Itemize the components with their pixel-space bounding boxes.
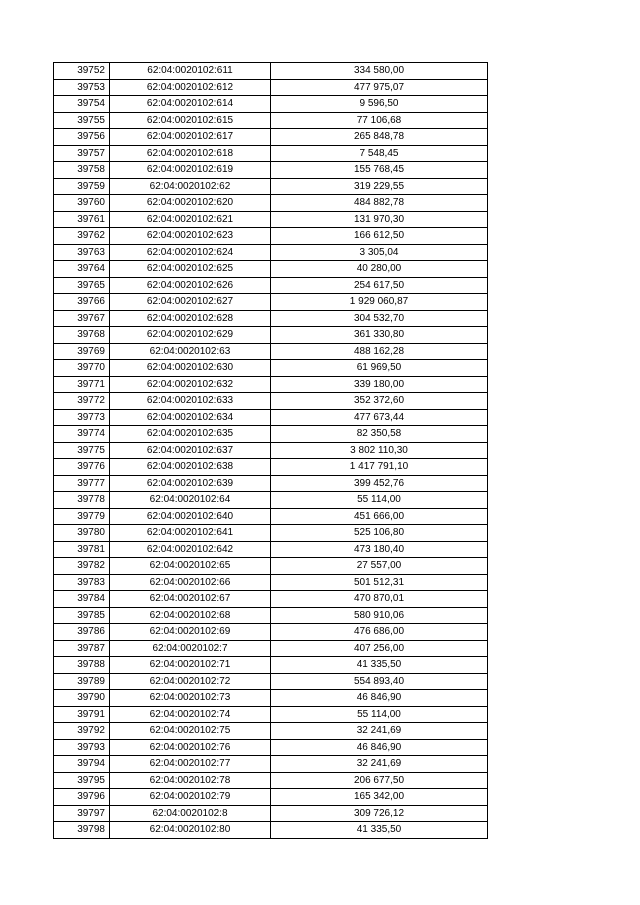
row-number-cell: 39760 — [54, 195, 110, 212]
table-row — [54, 145, 488, 162]
cadastral-value-cell: 9 596,50 — [271, 96, 488, 113]
cadastral-value-cell: 46 846,90 — [271, 690, 488, 707]
cadastral-value-cell: 82 350,58 — [271, 426, 488, 443]
row-number-cell: 39787 — [54, 640, 110, 657]
cadastral-value-cell: 484 882,78 — [271, 195, 488, 212]
row-number-cell: 39785 — [54, 607, 110, 624]
table-row — [54, 79, 488, 96]
row-number-cell: 39752 — [54, 63, 110, 80]
cadastral-number-cell: 62:04:0020102:637 — [110, 442, 271, 459]
table-row — [54, 112, 488, 129]
cadastral-value-cell: 451 666,00 — [271, 508, 488, 525]
cadastral-value-cell: 46 846,90 — [271, 739, 488, 756]
row-number-cell: 39758 — [54, 162, 110, 179]
cadastral-value-cell: 477 975,07 — [271, 79, 488, 96]
table-row — [54, 657, 488, 674]
table-row — [54, 442, 488, 459]
table-row — [54, 228, 488, 245]
cadastral-number-cell: 62:04:0020102:632 — [110, 376, 271, 393]
cadastral-value-cell: 1 929 060,87 — [271, 294, 488, 311]
table-row — [54, 558, 488, 575]
table-row — [54, 459, 488, 476]
cadastral-number-cell: 62:04:0020102:624 — [110, 244, 271, 261]
cadastral-value-cell: 339 180,00 — [271, 376, 488, 393]
row-number-cell: 39796 — [54, 789, 110, 806]
cadastral-number-cell: 62:04:0020102:623 — [110, 228, 271, 245]
table-row — [54, 178, 488, 195]
table-row — [54, 822, 488, 839]
row-number-cell: 39756 — [54, 129, 110, 146]
row-number-cell: 39761 — [54, 211, 110, 228]
cadastral-value-cell: 501 512,31 — [271, 574, 488, 591]
row-number-cell: 39786 — [54, 624, 110, 641]
cadastral-number-cell: 62:04:0020102:621 — [110, 211, 271, 228]
cadastral-number-cell: 62:04:0020102:615 — [110, 112, 271, 129]
cadastral-number-cell: 62:04:0020102:629 — [110, 327, 271, 344]
cadastral-number-cell: 62:04:0020102:635 — [110, 426, 271, 443]
row-number-cell: 39767 — [54, 310, 110, 327]
cadastral-value-table — [53, 62, 488, 839]
cadastral-number-cell: 62:04:0020102:612 — [110, 79, 271, 96]
cadastral-number-cell: 62:04:0020102:630 — [110, 360, 271, 377]
cadastral-value-cell: 554 893,40 — [271, 673, 488, 690]
cadastral-value-cell: 55 114,00 — [271, 706, 488, 723]
row-number-cell: 39774 — [54, 426, 110, 443]
cadastral-number-cell: 62:04:0020102:614 — [110, 96, 271, 113]
table-row — [54, 195, 488, 212]
table-row — [54, 129, 488, 146]
cadastral-number-cell: 62:04:0020102:63 — [110, 343, 271, 360]
cadastral-number-cell: 62:04:0020102:620 — [110, 195, 271, 212]
cadastral-number-cell: 62:04:0020102:64 — [110, 492, 271, 509]
cadastral-value-cell: 580 910,06 — [271, 607, 488, 624]
cadastral-number-cell: 62:04:0020102:73 — [110, 690, 271, 707]
table-row — [54, 63, 488, 80]
cadastral-number-cell: 62:04:0020102:7 — [110, 640, 271, 657]
row-number-cell: 39765 — [54, 277, 110, 294]
table-row — [54, 393, 488, 410]
cadastral-value-cell: 488 162,28 — [271, 343, 488, 360]
row-number-cell: 39798 — [54, 822, 110, 839]
table-row — [54, 360, 488, 377]
cadastral-number-cell: 62:04:0020102:633 — [110, 393, 271, 410]
cadastral-number-cell: 62:04:0020102:627 — [110, 294, 271, 311]
cadastral-value-cell: 525 106,80 — [271, 525, 488, 542]
cadastral-value-cell: 265 848,78 — [271, 129, 488, 146]
cadastral-value-cell: 407 256,00 — [271, 640, 488, 657]
table-row — [54, 525, 488, 542]
row-number-cell: 39754 — [54, 96, 110, 113]
row-number-cell: 39768 — [54, 327, 110, 344]
cadastral-number-cell: 62:04:0020102:74 — [110, 706, 271, 723]
cadastral-number-cell: 62:04:0020102:619 — [110, 162, 271, 179]
table-row — [54, 541, 488, 558]
cadastral-number-cell: 62:04:0020102:72 — [110, 673, 271, 690]
row-number-cell: 39763 — [54, 244, 110, 261]
table-row — [54, 690, 488, 707]
table-row — [54, 409, 488, 426]
cadastral-number-cell: 62:04:0020102:62 — [110, 178, 271, 195]
cadastral-value-cell: 1 417 791,10 — [271, 459, 488, 476]
table-row — [54, 211, 488, 228]
cadastral-value-cell: 41 335,50 — [271, 657, 488, 674]
table-row — [54, 96, 488, 113]
row-number-cell: 39791 — [54, 706, 110, 723]
table-row — [54, 475, 488, 492]
row-number-cell: 39780 — [54, 525, 110, 542]
cadastral-number-cell: 62:04:0020102:65 — [110, 558, 271, 575]
row-number-cell: 39769 — [54, 343, 110, 360]
cadastral-value-cell: 7 548,45 — [271, 145, 488, 162]
cadastral-value-cell: 476 686,00 — [271, 624, 488, 641]
cadastral-number-cell: 62:04:0020102:8 — [110, 805, 271, 822]
table-row — [54, 706, 488, 723]
row-number-cell: 39771 — [54, 376, 110, 393]
cadastral-number-cell: 62:04:0020102:76 — [110, 739, 271, 756]
row-number-cell: 39779 — [54, 508, 110, 525]
row-number-cell: 39792 — [54, 723, 110, 740]
cadastral-number-cell: 62:04:0020102:638 — [110, 459, 271, 476]
table-row — [54, 574, 488, 591]
row-number-cell: 39797 — [54, 805, 110, 822]
table-row — [54, 772, 488, 789]
table-row — [54, 277, 488, 294]
cadastral-value-cell: 470 870,01 — [271, 591, 488, 608]
cadastral-value-cell: 165 342,00 — [271, 789, 488, 806]
row-number-cell: 39794 — [54, 756, 110, 773]
table-row — [54, 261, 488, 278]
row-number-cell: 39770 — [54, 360, 110, 377]
cadastral-number-cell: 62:04:0020102:618 — [110, 145, 271, 162]
cadastral-number-cell: 62:04:0020102:69 — [110, 624, 271, 641]
cadastral-number-cell: 62:04:0020102:617 — [110, 129, 271, 146]
cadastral-value-cell: 155 768,45 — [271, 162, 488, 179]
cadastral-value-cell: 3 802 110,30 — [271, 442, 488, 459]
cadastral-value-cell: 352 372,60 — [271, 393, 488, 410]
cadastral-value-cell: 254 617,50 — [271, 277, 488, 294]
table-row — [54, 805, 488, 822]
cadastral-value-cell: 77 106,68 — [271, 112, 488, 129]
table-row — [54, 739, 488, 756]
cadastral-value-cell: 477 673,44 — [271, 409, 488, 426]
table-row — [54, 673, 488, 690]
cadastral-value-cell: 206 677,50 — [271, 772, 488, 789]
cadastral-value-cell: 131 970,30 — [271, 211, 488, 228]
row-number-cell: 39790 — [54, 690, 110, 707]
table-row — [54, 294, 488, 311]
row-number-cell: 39783 — [54, 574, 110, 591]
cadastral-value-cell: 61 969,50 — [271, 360, 488, 377]
cadastral-number-cell: 62:04:0020102:67 — [110, 591, 271, 608]
cadastral-value-cell: 40 280,00 — [271, 261, 488, 278]
row-number-cell: 39793 — [54, 739, 110, 756]
row-number-cell: 39778 — [54, 492, 110, 509]
row-number-cell: 39773 — [54, 409, 110, 426]
row-number-cell: 39776 — [54, 459, 110, 476]
row-number-cell: 39762 — [54, 228, 110, 245]
row-number-cell: 39795 — [54, 772, 110, 789]
row-number-cell: 39766 — [54, 294, 110, 311]
cadastral-number-cell: 62:04:0020102:77 — [110, 756, 271, 773]
cadastral-value-cell: 399 452,76 — [271, 475, 488, 492]
cadastral-number-cell: 62:04:0020102:634 — [110, 409, 271, 426]
table-row — [54, 624, 488, 641]
row-number-cell: 39764 — [54, 261, 110, 278]
cadastral-number-cell: 62:04:0020102:66 — [110, 574, 271, 591]
row-number-cell: 39782 — [54, 558, 110, 575]
cadastral-number-cell: 62:04:0020102:628 — [110, 310, 271, 327]
row-number-cell: 39753 — [54, 79, 110, 96]
row-number-cell: 39775 — [54, 442, 110, 459]
cadastral-number-cell: 62:04:0020102:75 — [110, 723, 271, 740]
table-row — [54, 244, 488, 261]
cadastral-number-cell: 62:04:0020102:80 — [110, 822, 271, 839]
cadastral-value-cell: 319 229,55 — [271, 178, 488, 195]
cadastral-number-cell: 62:04:0020102:625 — [110, 261, 271, 278]
cadastral-value-cell: 32 241,69 — [271, 723, 488, 740]
row-number-cell: 39755 — [54, 112, 110, 129]
table-row — [54, 591, 488, 608]
table-row — [54, 492, 488, 509]
table-row — [54, 327, 488, 344]
row-number-cell: 39777 — [54, 475, 110, 492]
cadastral-number-cell: 62:04:0020102:71 — [110, 657, 271, 674]
cadastral-number-cell: 62:04:0020102:68 — [110, 607, 271, 624]
table-body — [54, 63, 488, 839]
cadastral-value-cell: 304 532,70 — [271, 310, 488, 327]
table-row — [54, 310, 488, 327]
table-row — [54, 723, 488, 740]
cadastral-value-cell: 27 557,00 — [271, 558, 488, 575]
cadastral-number-cell: 62:04:0020102:640 — [110, 508, 271, 525]
cadastral-value-cell: 473 180,40 — [271, 541, 488, 558]
table-row — [54, 162, 488, 179]
cadastral-number-cell: 62:04:0020102:642 — [110, 541, 271, 558]
cadastral-value-cell: 41 335,50 — [271, 822, 488, 839]
cadastral-number-cell: 62:04:0020102:78 — [110, 772, 271, 789]
cadastral-value-cell: 334 580,00 — [271, 63, 488, 80]
table-row — [54, 789, 488, 806]
cadastral-number-cell: 62:04:0020102:639 — [110, 475, 271, 492]
cadastral-value-cell: 166 612,50 — [271, 228, 488, 245]
row-number-cell: 39789 — [54, 673, 110, 690]
row-number-cell: 39759 — [54, 178, 110, 195]
row-number-cell: 39788 — [54, 657, 110, 674]
table-row — [54, 640, 488, 657]
row-number-cell: 39781 — [54, 541, 110, 558]
table-row — [54, 343, 488, 360]
table-row — [54, 426, 488, 443]
cadastral-value-cell: 361 330,80 — [271, 327, 488, 344]
cadastral-value-cell: 32 241,69 — [271, 756, 488, 773]
table-row — [54, 508, 488, 525]
row-number-cell: 39757 — [54, 145, 110, 162]
table-row — [54, 756, 488, 773]
cadastral-value-cell: 309 726,12 — [271, 805, 488, 822]
table-row — [54, 376, 488, 393]
cadastral-value-cell: 55 114,00 — [271, 492, 488, 509]
cadastral-number-cell: 62:04:0020102:626 — [110, 277, 271, 294]
row-number-cell: 39784 — [54, 591, 110, 608]
cadastral-number-cell: 62:04:0020102:641 — [110, 525, 271, 542]
cadastral-value-cell: 3 305,04 — [271, 244, 488, 261]
table-row — [54, 607, 488, 624]
row-number-cell: 39772 — [54, 393, 110, 410]
cadastral-number-cell: 62:04:0020102:611 — [110, 63, 271, 80]
cadastral-number-cell: 62:04:0020102:79 — [110, 789, 271, 806]
